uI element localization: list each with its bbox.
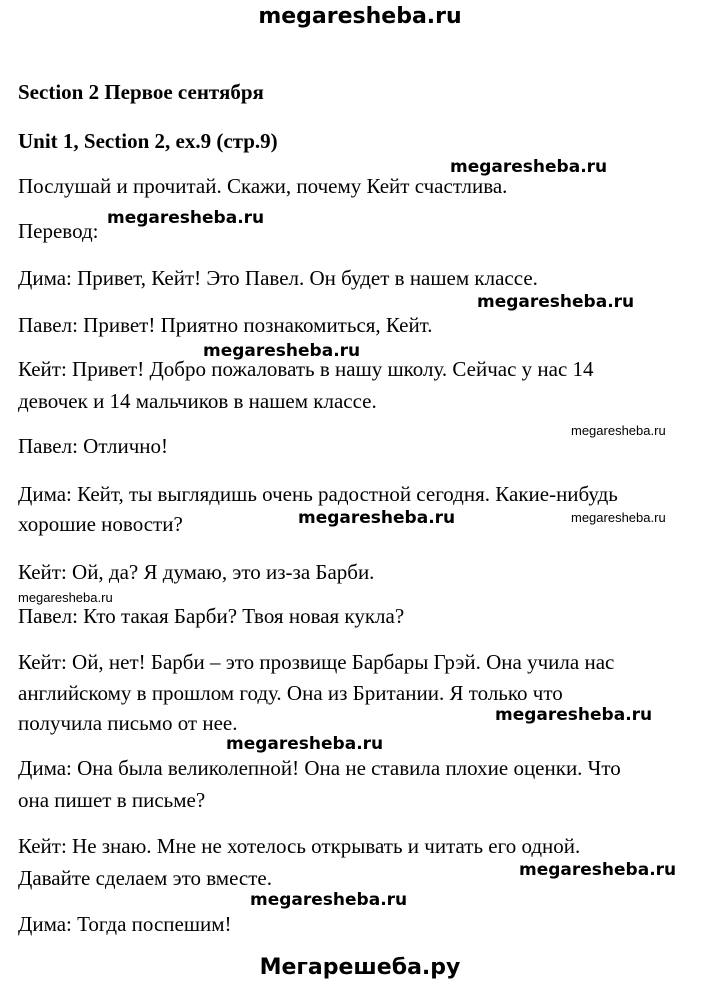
exercise-title: Unit 1, Section 2, ex.9 (стр.9) — [18, 129, 278, 153]
watermark-inline: megaresheba.ru — [203, 341, 361, 361]
watermark-inline: megaresheba.ru — [571, 423, 666, 438]
dialogue-line: девочек и 14 мальчиков в нашем классе. — [18, 389, 377, 413]
dialogue-line: Дима: Она была великолепной! Она не ставила плохие оценки. Что — [18, 756, 621, 780]
dialogue-line: Павел: Привет! Приятно познакомиться, Кейт. — [18, 313, 433, 337]
watermark-bottom: Мегарешеба.ру — [259, 955, 461, 980]
watermark-inline: megaresheba.ru — [250, 890, 408, 910]
dialogue-line: Кейт: Ой, да? Я думаю, это из-за Барби. — [18, 560, 375, 584]
dialogue-line: Кейт: Не знаю. Мне не хотелось открывать и читать его одной. — [18, 834, 581, 858]
dialogue-line: хорошие новости? — [18, 512, 183, 536]
task-text: Послушай и прочитай. Скажи, почему Кейт счастлива. — [18, 174, 508, 198]
dialogue-line: Павел: Отлично! — [18, 434, 168, 458]
watermark-inline: megaresheba.ru — [298, 508, 456, 528]
watermark-inline: megaresheba.ru — [495, 705, 653, 725]
watermark-inline: megaresheba.ru — [18, 590, 113, 605]
dialogue-line: Дима: Тогда поспешим! — [18, 912, 232, 936]
watermark-inline: megaresheba.ru — [450, 157, 608, 177]
watermark-inline: megaresheba.ru — [107, 208, 265, 228]
watermark-top: megaresheba.ru — [258, 4, 462, 29]
dialogue-line: Кейт: Ой, нет! Барби – это прозвище Барбары Грэй. Она учила нас — [18, 650, 615, 674]
dialogue-line: Дима: Кейт, ты выглядишь очень радостной сегодня. Какие-нибудь — [18, 482, 618, 506]
watermark-inline: megaresheba.ru — [477, 292, 635, 312]
dialogue-line: она пишет в письме? — [18, 788, 206, 812]
watermark-inline: megaresheba.ru — [226, 734, 384, 754]
dialogue-line: Давайте сделаем это вместе. — [18, 866, 272, 890]
watermark-inline: megaresheba.ru — [519, 860, 677, 880]
dialogue-line: Дима: Привет, Кейт! Это Павел. Он будет в нашем классе. — [18, 266, 538, 290]
watermark-inline: megaresheba.ru — [571, 510, 666, 525]
translation-label: Перевод: — [18, 219, 99, 243]
section-title: Section 2 Первое сентября — [18, 80, 264, 104]
dialogue-line: английскому в прошлом году. Она из Британии. Я только что — [18, 681, 563, 705]
dialogue-line: получила письмо от нее. — [18, 711, 238, 735]
dialogue-line: Кейт: Привет! Добро пожаловать в нашу школу. Сейчас у нас 14 — [18, 357, 594, 381]
dialogue-line: Павел: Кто такая Барби? Твоя новая кукла? — [18, 604, 405, 628]
